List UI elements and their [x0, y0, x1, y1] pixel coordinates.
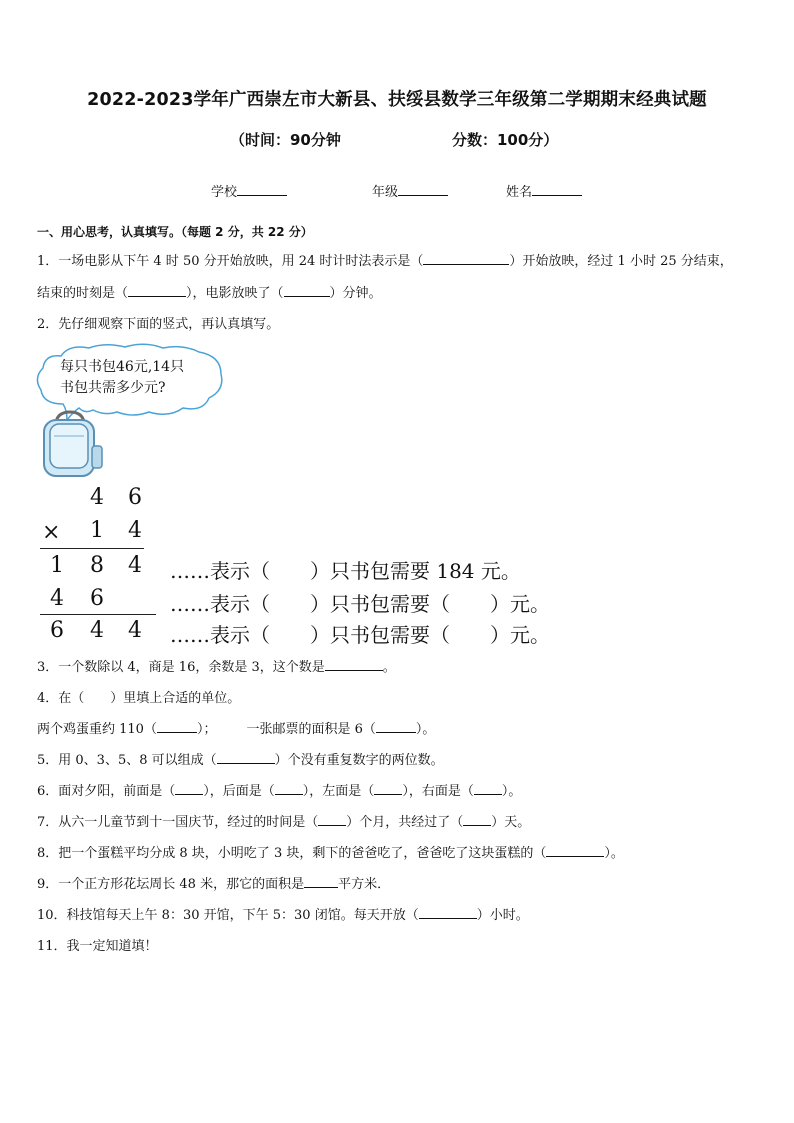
digit-row3-ones: 4: [128, 553, 142, 578]
q1-text-b: ）开始放映，经过 1 小时 25 分结束，: [509, 254, 733, 269]
digit-row3-hundreds: 1: [50, 553, 64, 578]
calc-note-2: ……表示（ ）只书包需要（ ）元。: [170, 592, 550, 616]
q7-text-b: ）个月，共经过了（: [346, 815, 464, 830]
digit-row2-ones: 4: [128, 518, 142, 543]
q7-text-c: ）天。: [491, 815, 531, 830]
q6-blank-2[interactable]: [275, 783, 303, 795]
q3-text-a: 3．一个数除以 4，商是 16，余数是 3，这个数是: [37, 660, 325, 675]
q6-text-a: 6．面对夕阳，前面是（: [37, 784, 176, 799]
question-3: [37, 656, 396, 675]
q9-blank[interactable]: [304, 876, 338, 888]
digit-row2-tens: 1: [90, 518, 104, 543]
backpack-image: [36, 410, 106, 478]
q1-text-e: ）分钟。: [329, 286, 382, 301]
calc-line-2: [40, 614, 156, 615]
question-4-items: [37, 718, 435, 737]
q7-blank-1[interactable]: [318, 814, 346, 826]
school-field: [211, 181, 287, 200]
question-6: [37, 780, 521, 799]
exam-score: 分数：100分）: [452, 131, 559, 149]
q6-blank-4[interactable]: [474, 783, 502, 795]
calc-line-1: [40, 548, 144, 549]
q6-text-d: ），右面是（: [402, 784, 474, 799]
q10-blank[interactable]: [419, 907, 477, 919]
grade-field: [372, 181, 448, 200]
q8-blank[interactable]: [546, 845, 604, 857]
digit-row1-tens: 4: [90, 485, 104, 510]
digit-row1-ones: 6: [128, 485, 142, 510]
digit-row5-ones: 4: [128, 618, 142, 643]
q4-text-a: 两个鸡蛋重约 110（: [37, 722, 157, 737]
q5-text-b: ）个没有重复数字的两位数。: [274, 753, 444, 768]
q6-text-b: ），后面是（: [203, 784, 275, 799]
q8-text-b: ）。: [604, 846, 624, 861]
digit-row5-hundreds: 6: [50, 618, 64, 643]
name-label: 姓名: [506, 185, 533, 200]
q9-text-b: 平方米．: [338, 877, 391, 892]
question-11: 11．我一定知道填！: [37, 939, 158, 954]
q9-text-a: 9．一个正方形花坛周长 48 米，那它的面积是: [37, 877, 305, 892]
q5-text-a: 5．用 0、3、5、8 可以组成（: [37, 753, 217, 768]
calc-note-1: ……表示（ ）只书包需要 184 元。: [170, 559, 521, 583]
q6-text-c: ），左面是（: [302, 784, 375, 799]
q4-blank-2[interactable]: [376, 721, 416, 733]
name-field: [506, 181, 582, 200]
question-5: [37, 749, 444, 768]
q4-text-d: ）。: [415, 722, 436, 737]
q4-blank-1[interactable]: [157, 721, 197, 733]
grade-input[interactable]: [398, 183, 448, 196]
question-1-line-1: [37, 250, 733, 269]
bubble-line-1: 每只书包46元,14只: [60, 359, 185, 375]
q5-blank[interactable]: [217, 752, 275, 764]
q1-blank-3[interactable]: [284, 285, 330, 297]
section-heading: 一、用心思考，认真填写。（每题 2 分，共 22 分）: [37, 225, 313, 239]
q6-text-e: ）。: [501, 784, 522, 799]
times-sign: ×: [42, 520, 61, 545]
q1-text-d: ），电影放映了（: [186, 286, 284, 301]
calc-note-3: ……表示（ ）只书包需要（ ）元。: [170, 623, 550, 647]
question-7: [37, 811, 530, 830]
school-input[interactable]: [237, 183, 287, 196]
q3-text-b: 。: [382, 660, 396, 675]
q1-blank-1[interactable]: [423, 253, 509, 265]
q3-blank[interactable]: [325, 659, 383, 671]
grade-label: 年级: [372, 185, 399, 200]
digit-row4-tens: 6: [90, 586, 104, 611]
bubble-line-2: 书包共需多少元?: [60, 380, 166, 396]
q7-blank-2[interactable]: [463, 814, 491, 826]
digit-row4-hundreds: 4: [50, 586, 64, 611]
q6-blank-3[interactable]: [374, 783, 402, 795]
q1-text-c: 结束的时刻是（: [37, 286, 129, 301]
question-4: 4．在（ ）里填上合适的单位。: [37, 691, 241, 706]
q10-text-b: ）小时。: [476, 908, 529, 923]
q4-text-c: 一张邮票的面积是 6（: [246, 722, 376, 737]
q10-text-a: 10．科技馆每天上午 8：30 开馆，下午 5：30 闭馆。每天开放（: [37, 908, 419, 923]
page-title: 2022-2023学年广西崇左市大新县、扶绥县数学三年级第二学期期末经典试题: [87, 90, 707, 110]
q4-text-b: ）；: [196, 722, 217, 737]
digit-row5-tens: 4: [90, 618, 104, 643]
question-10: [37, 904, 529, 923]
name-input[interactable]: [532, 183, 582, 196]
question-9: [37, 873, 390, 892]
school-label: 学校: [211, 185, 238, 200]
exam-time: （时间：90分钟: [230, 131, 341, 149]
question-1-line-2: [37, 282, 382, 301]
question-8: [37, 842, 624, 861]
question-2: 2．先仔细观察下面的竖式，再认真填写。: [37, 317, 280, 332]
q1-text-a: 1．一场电影从下午 4 时 50 分开始放映，用 24 时计时法表示是（: [37, 254, 424, 269]
q8-text-a: 8．把一个蛋糕平均分成 8 块，小明吃了 3 块，剩下的爸爸吃了，爸爸吃了这块蛋糕的（: [37, 846, 547, 861]
q1-blank-2[interactable]: [128, 285, 186, 297]
digit-row3-tens: 8: [90, 553, 104, 578]
q7-text-a: 7．从六一儿童节到十一国庆节，经过的时间是（: [37, 815, 319, 830]
q6-blank-1[interactable]: [175, 783, 203, 795]
